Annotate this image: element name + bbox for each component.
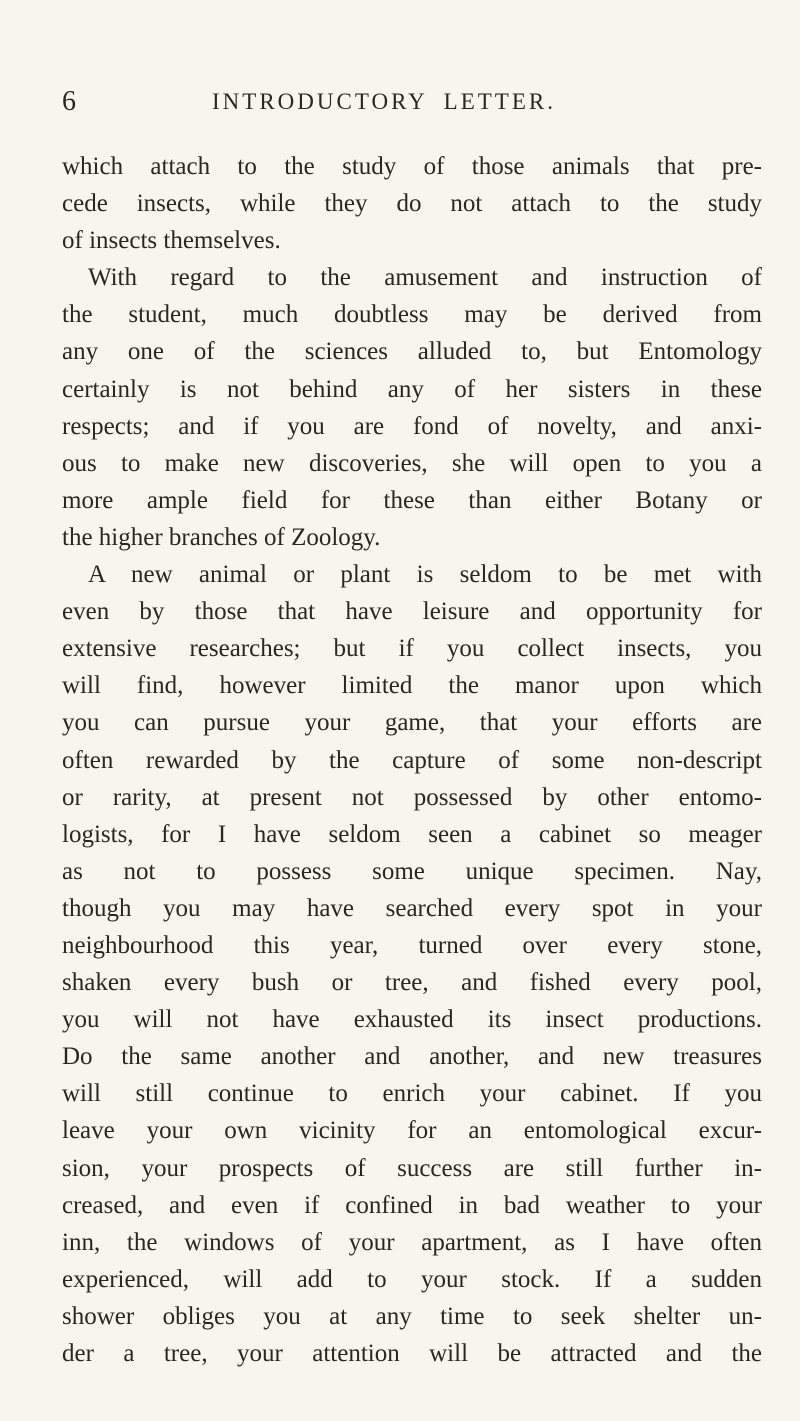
running-head [62, 84, 742, 120]
text-line: you will not have exhausted its insect productions. [62, 1006, 762, 1034]
text-line: sion, your prospects of success are still further in- [62, 1154, 762, 1182]
text-line: certainly is not behind any of her sisters in these [62, 375, 762, 403]
text-line: With regard to the amusement and instruction of [88, 264, 762, 292]
text-line: will find, however limited the manor upon which [62, 672, 762, 700]
text-line: cede insects, while they do not attach to the study [62, 190, 762, 218]
text-line: Do the same another and another, and new treasures [62, 1043, 762, 1071]
running-title: INTRODUCTORY LETTER. [212, 89, 556, 114]
text-line: any one of the sciences alluded to, but Entomology [62, 338, 762, 366]
text-line: shower obliges you at any time to seek shelter un- [62, 1302, 762, 1330]
text-line: even by those that have leisure and opportunity for [62, 598, 762, 626]
text-line: inn, the windows of your apartment, as I have often [62, 1228, 762, 1256]
text-line: though you may have searched every spot in your [62, 894, 762, 922]
text-line: the higher branches of Zoology. [62, 523, 381, 551]
text-line: the student, much doubtless may be derived from [62, 301, 762, 329]
text-line: as not to possess some unique specimen. Nay, [62, 857, 762, 885]
text-line: experienced, will add to your stock. If a sudden [62, 1265, 762, 1293]
text-line: shaken every bush or tree, and fished every pool, [62, 969, 762, 997]
text-line: often rewarded by the capture of some non-descript [62, 746, 762, 774]
text-line: which attach to the study of those animals that pre- [62, 153, 762, 180]
text-line: A new animal or plant is seldom to be met with [88, 561, 762, 589]
text-line: you can pursue your game, that your efforts are [62, 709, 762, 737]
body-text [62, 148, 762, 1372]
text-line: der a tree, your attention will be attracted and the [62, 1340, 762, 1367]
text-line: of insects themselves. [62, 227, 281, 255]
text-line: more ample field for these than either Botany or [62, 486, 762, 514]
text-line: logists, for I have seldom seen a cabinet so meager [62, 820, 762, 848]
page-number: 6 [62, 86, 76, 117]
text-line: leave your own vicinity for an entomological excur- [62, 1117, 762, 1145]
text-line: will still continue to enrich your cabinet. If you [62, 1080, 762, 1108]
text-line: ous to make new discoveries, she will open to you a [62, 449, 762, 477]
text-line: extensive researches; but if you collect insects, you [62, 635, 762, 663]
text-line: or rarity, at present not possessed by other entomo- [62, 783, 762, 811]
text-line: neighbourhood this year, turned over every stone, [62, 931, 762, 959]
text-line: creased, and even if confined in bad weather to your [62, 1191, 762, 1219]
text-line: respects; and if you are fond of novelty, and anxi- [62, 412, 762, 440]
